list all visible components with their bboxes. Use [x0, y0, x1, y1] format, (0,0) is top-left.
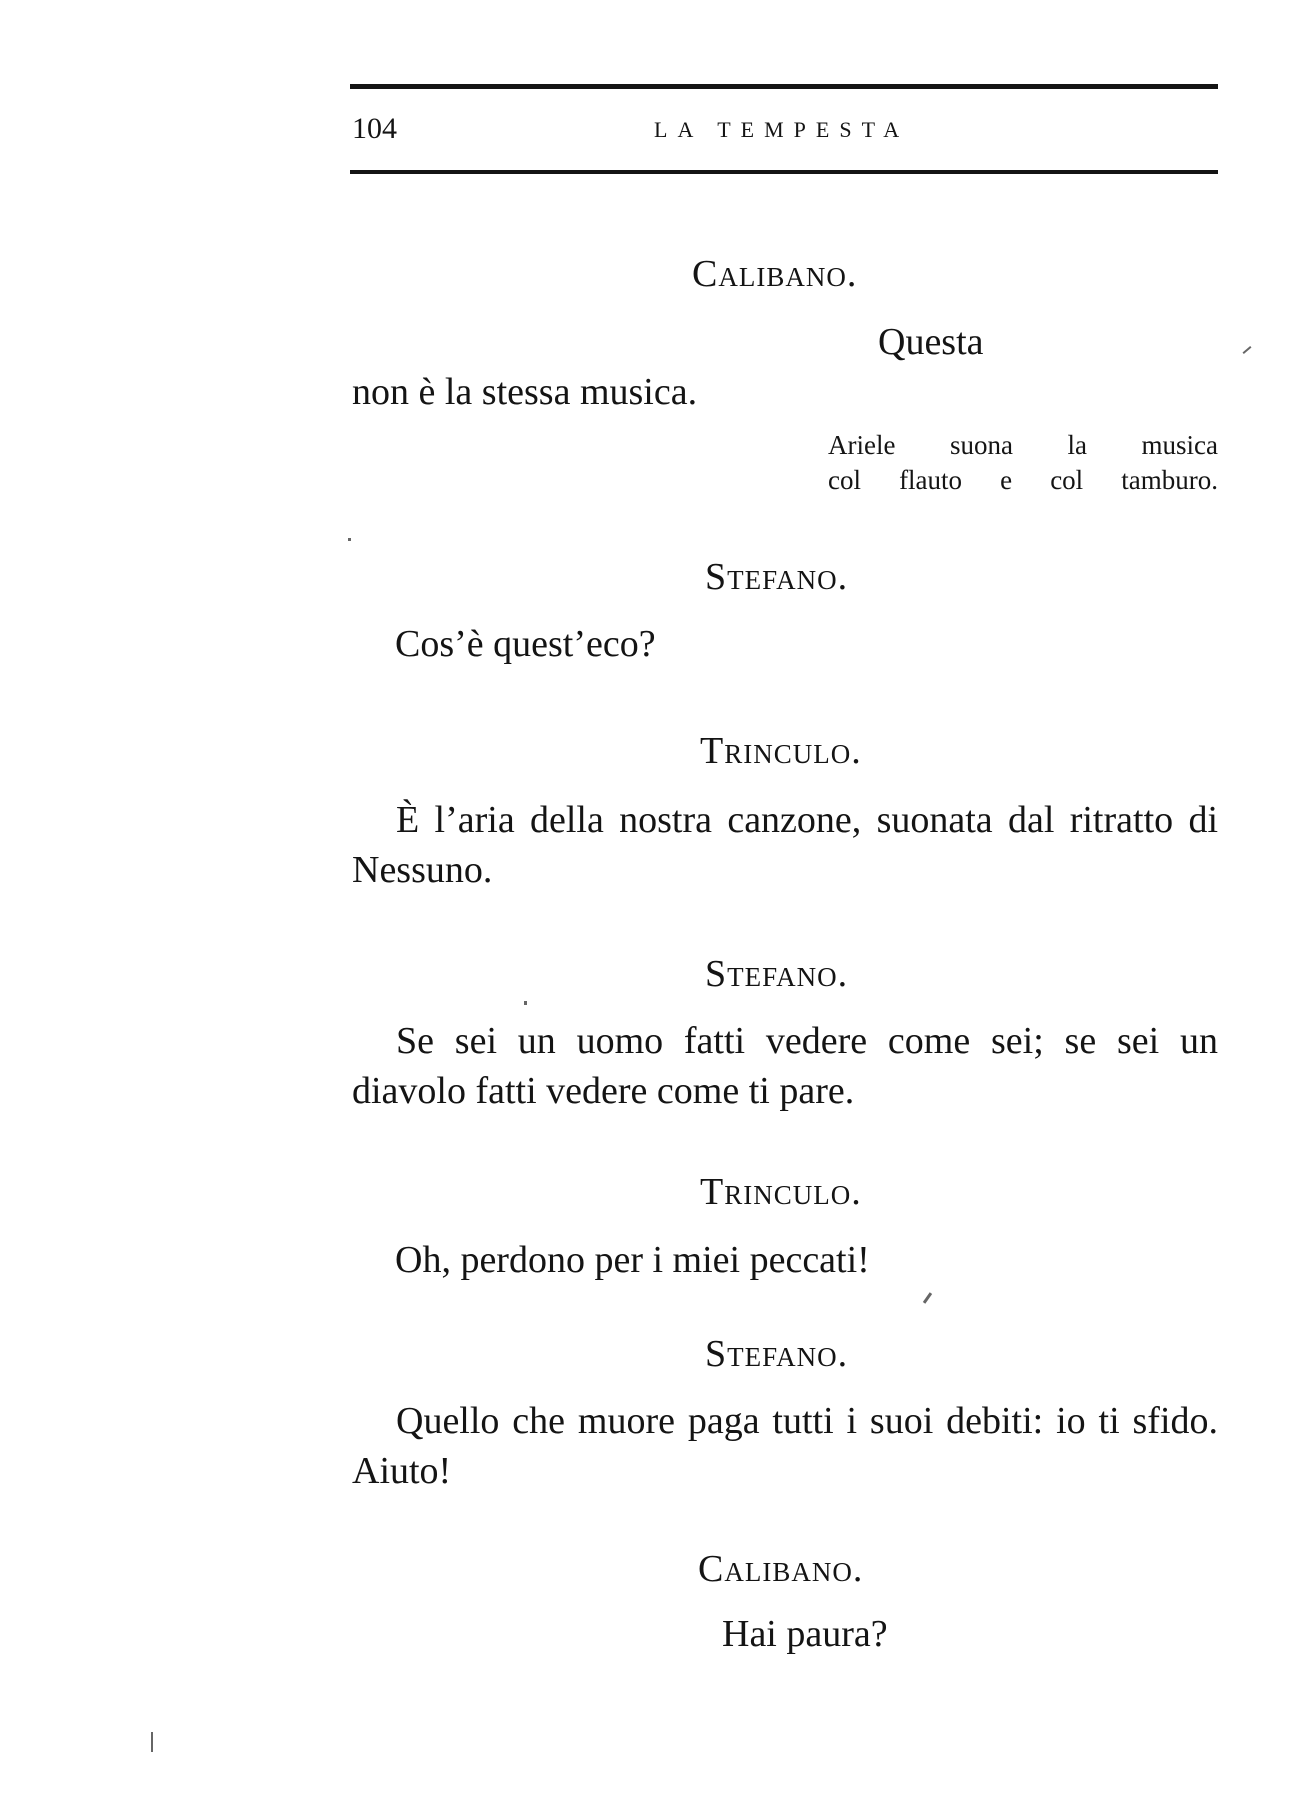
speech-line: Hai paura? [722, 1613, 888, 1655]
speech-text: Quello che muore paga tutti i suoi debiti: io ti sfido. Aiuto! [352, 1400, 1218, 1492]
page-number: 104 [352, 112, 397, 145]
stage-direction-line: Ariele suona la musica [828, 430, 1218, 460]
speech-line: non è la stessa musica. [352, 371, 698, 413]
speaker-stefano: Stefano. [705, 1333, 849, 1375]
stage-direction-line: col flauto e col tamburo. [828, 465, 1218, 495]
scan-speck [1243, 346, 1252, 354]
header-bottom-rule [350, 170, 1218, 174]
running-title: LA TEMPESTA [654, 117, 910, 142]
scan-speck [151, 1732, 153, 1752]
scan-speck [348, 538, 351, 541]
speech-line: Questa [878, 321, 984, 363]
speaker-calibano: Calibano. [698, 1548, 864, 1590]
speaker-stefano: Stefano. [705, 556, 849, 598]
speech-line: Cos’è quest’eco? [395, 623, 656, 665]
scan-speck [923, 1292, 932, 1304]
speaker-trinculo: Trinculo. [700, 1171, 862, 1213]
speech-text: Se sei un uomo fatti vedere come sei; se sei un diavolo fatti vedere come ti pare. [352, 1020, 1218, 1112]
scan-speck [524, 1001, 527, 1005]
speaker-calibano: Calibano. [692, 253, 858, 295]
speaker-stefano: Stefano. [705, 953, 849, 995]
speech-line: Oh, perdono per i miei peccati! [395, 1239, 870, 1281]
speech-text: È l’aria della nostra canzone, suonata dal ritratto di Nessuno. [352, 799, 1218, 891]
speaker-trinculo: Trinculo. [700, 730, 862, 772]
stage-direction [828, 428, 1218, 498]
header-top-rule [350, 84, 1218, 89]
